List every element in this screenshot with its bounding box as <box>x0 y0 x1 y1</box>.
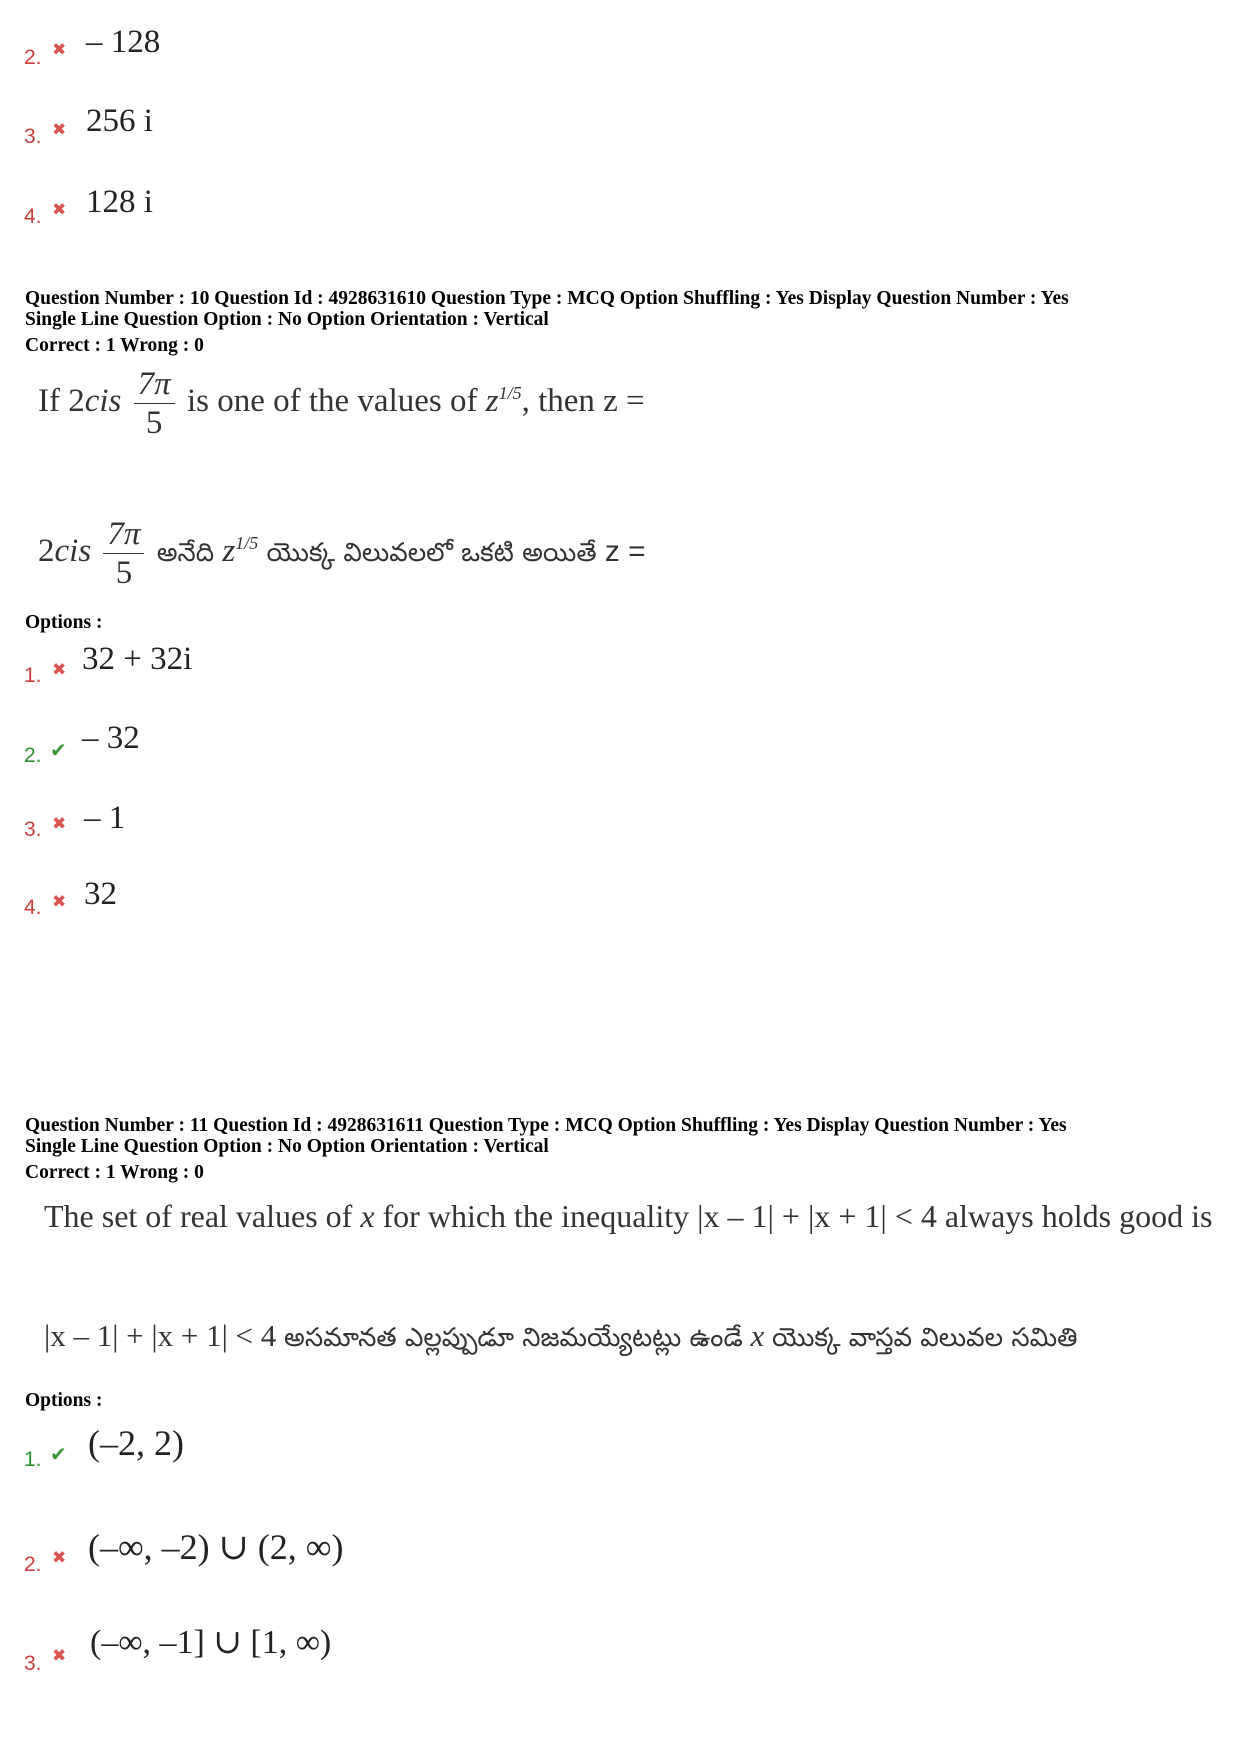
option-number: 4. <box>24 896 42 919</box>
option-value: – 128 <box>86 24 161 60</box>
q11-en-a: The set of real values of <box>44 1198 353 1234</box>
q11-meta-line1: Question Number : 11 Question Id : 4928631611 Question Type : MCQ Option Shuffling : Yes Display Question Number : Yes <box>25 1115 1067 1136</box>
option-number: 1. <box>24 1448 42 1471</box>
q10-fraction <box>134 365 175 442</box>
option-number: 4. <box>24 205 42 228</box>
q10-meta-line2: Single Line Question Option : No Option Orientation : Vertical <box>25 309 549 330</box>
q10-te-exponent: 1/5 <box>235 533 259 554</box>
option-number: 3. <box>24 818 42 841</box>
wrong-mark-icon: ✖ <box>52 120 67 140</box>
q11-te-b: యొక్క వాస్తవ విలువల సమితి <box>771 1323 1078 1353</box>
q10-if: If 2 <box>38 383 85 420</box>
q11-te-x: x <box>750 1318 765 1353</box>
q11-english-question <box>44 1198 1212 1235</box>
q10-cis: cis <box>84 383 122 420</box>
q10-english-question <box>38 365 645 442</box>
option-number: 1. <box>24 664 42 687</box>
q10-te-fraction <box>103 515 144 592</box>
option-value: 32 <box>84 876 117 912</box>
option-number: 3. <box>24 125 42 148</box>
q11-telugu-question <box>44 1318 1077 1359</box>
wrong-mark-icon: ✖ <box>52 1548 67 1568</box>
correct-check-icon: ✔ <box>50 1442 67 1466</box>
q10-te-prefix: 2 <box>38 533 55 570</box>
wrong-mark-icon: ✖ <box>52 814 67 834</box>
q11-meta-line2: Single Line Question Option : No Option Orientation : Vertical <box>25 1136 549 1157</box>
q11-x: x <box>360 1198 375 1234</box>
q11-en-b: for which the inequality <box>382 1198 690 1234</box>
q11-te-a: అసమానత ఎల్లప్పుడూ నిజమయ్యేటట్లు ఉండే <box>284 1323 743 1353</box>
q10-options-label: Options : <box>25 612 103 633</box>
q10-te-z: z <box>222 533 236 570</box>
q11-inequality: |x – 1| + |x + 1| < 4 <box>697 1198 937 1234</box>
option-number: 2. <box>24 1553 42 1576</box>
q10-te-z-eq: z = <box>604 535 646 569</box>
q10-te-end: యొక్క విలువలలో ఒకటి అయితే <box>266 538 597 569</box>
wrong-mark-icon: ✖ <box>52 40 67 60</box>
option-number: 3. <box>24 1652 42 1675</box>
q10-marks: Correct : 1 Wrong : 0 <box>25 335 204 356</box>
wrong-mark-icon: ✖ <box>52 1646 67 1666</box>
correct-check-icon: ✔ <box>50 738 67 762</box>
option-value: 256 i <box>86 103 153 139</box>
q11-te-inequality: |x – 1| + |x + 1| < 4 <box>44 1318 277 1353</box>
option-value: – 32 <box>82 720 140 756</box>
q10-mid: is one of the values of <box>186 383 478 420</box>
option-number: 2. <box>24 46 42 69</box>
q10-meta-line1: Question Number : 10 Question Id : 4928631610 Question Type : MCQ Option Shuffling : Yes Display Question Number : Yes <box>25 288 1069 309</box>
option-value: 32 + 32i <box>82 641 193 677</box>
q10-te-frac-den: 5 <box>115 555 133 591</box>
wrong-mark-icon: ✖ <box>52 200 67 220</box>
q11-marks: Correct : 1 Wrong : 0 <box>25 1162 204 1183</box>
q10-te-frac-num: 7π <box>103 515 144 554</box>
q10-end: , then z = <box>521 383 645 420</box>
option-number: 2. <box>24 744 42 767</box>
option-value: (–∞, –1] ∪ [1, ∞) <box>90 1624 332 1661</box>
q10-frac-den: 5 <box>145 405 163 441</box>
q10-frac-num: 7π <box>134 365 175 404</box>
q10-exponent: 1/5 <box>498 383 522 404</box>
option-value: 128 i <box>86 184 153 220</box>
q11-en-c: always holds good is <box>944 1198 1213 1234</box>
option-value: (–2, 2) <box>88 1423 184 1463</box>
wrong-mark-icon: ✖ <box>52 892 67 912</box>
wrong-mark-icon: ✖ <box>52 660 67 680</box>
q10-telugu-question <box>38 515 646 592</box>
q10-te-mid: అనేది <box>156 538 215 569</box>
q11-options-label: Options : <box>25 1390 103 1411</box>
q10-z: z <box>485 383 499 420</box>
option-value: (–∞, –2) ∪ (2, ∞) <box>88 1527 344 1567</box>
option-value: – 1 <box>84 800 126 836</box>
q10-te-cis: cis <box>54 533 92 570</box>
